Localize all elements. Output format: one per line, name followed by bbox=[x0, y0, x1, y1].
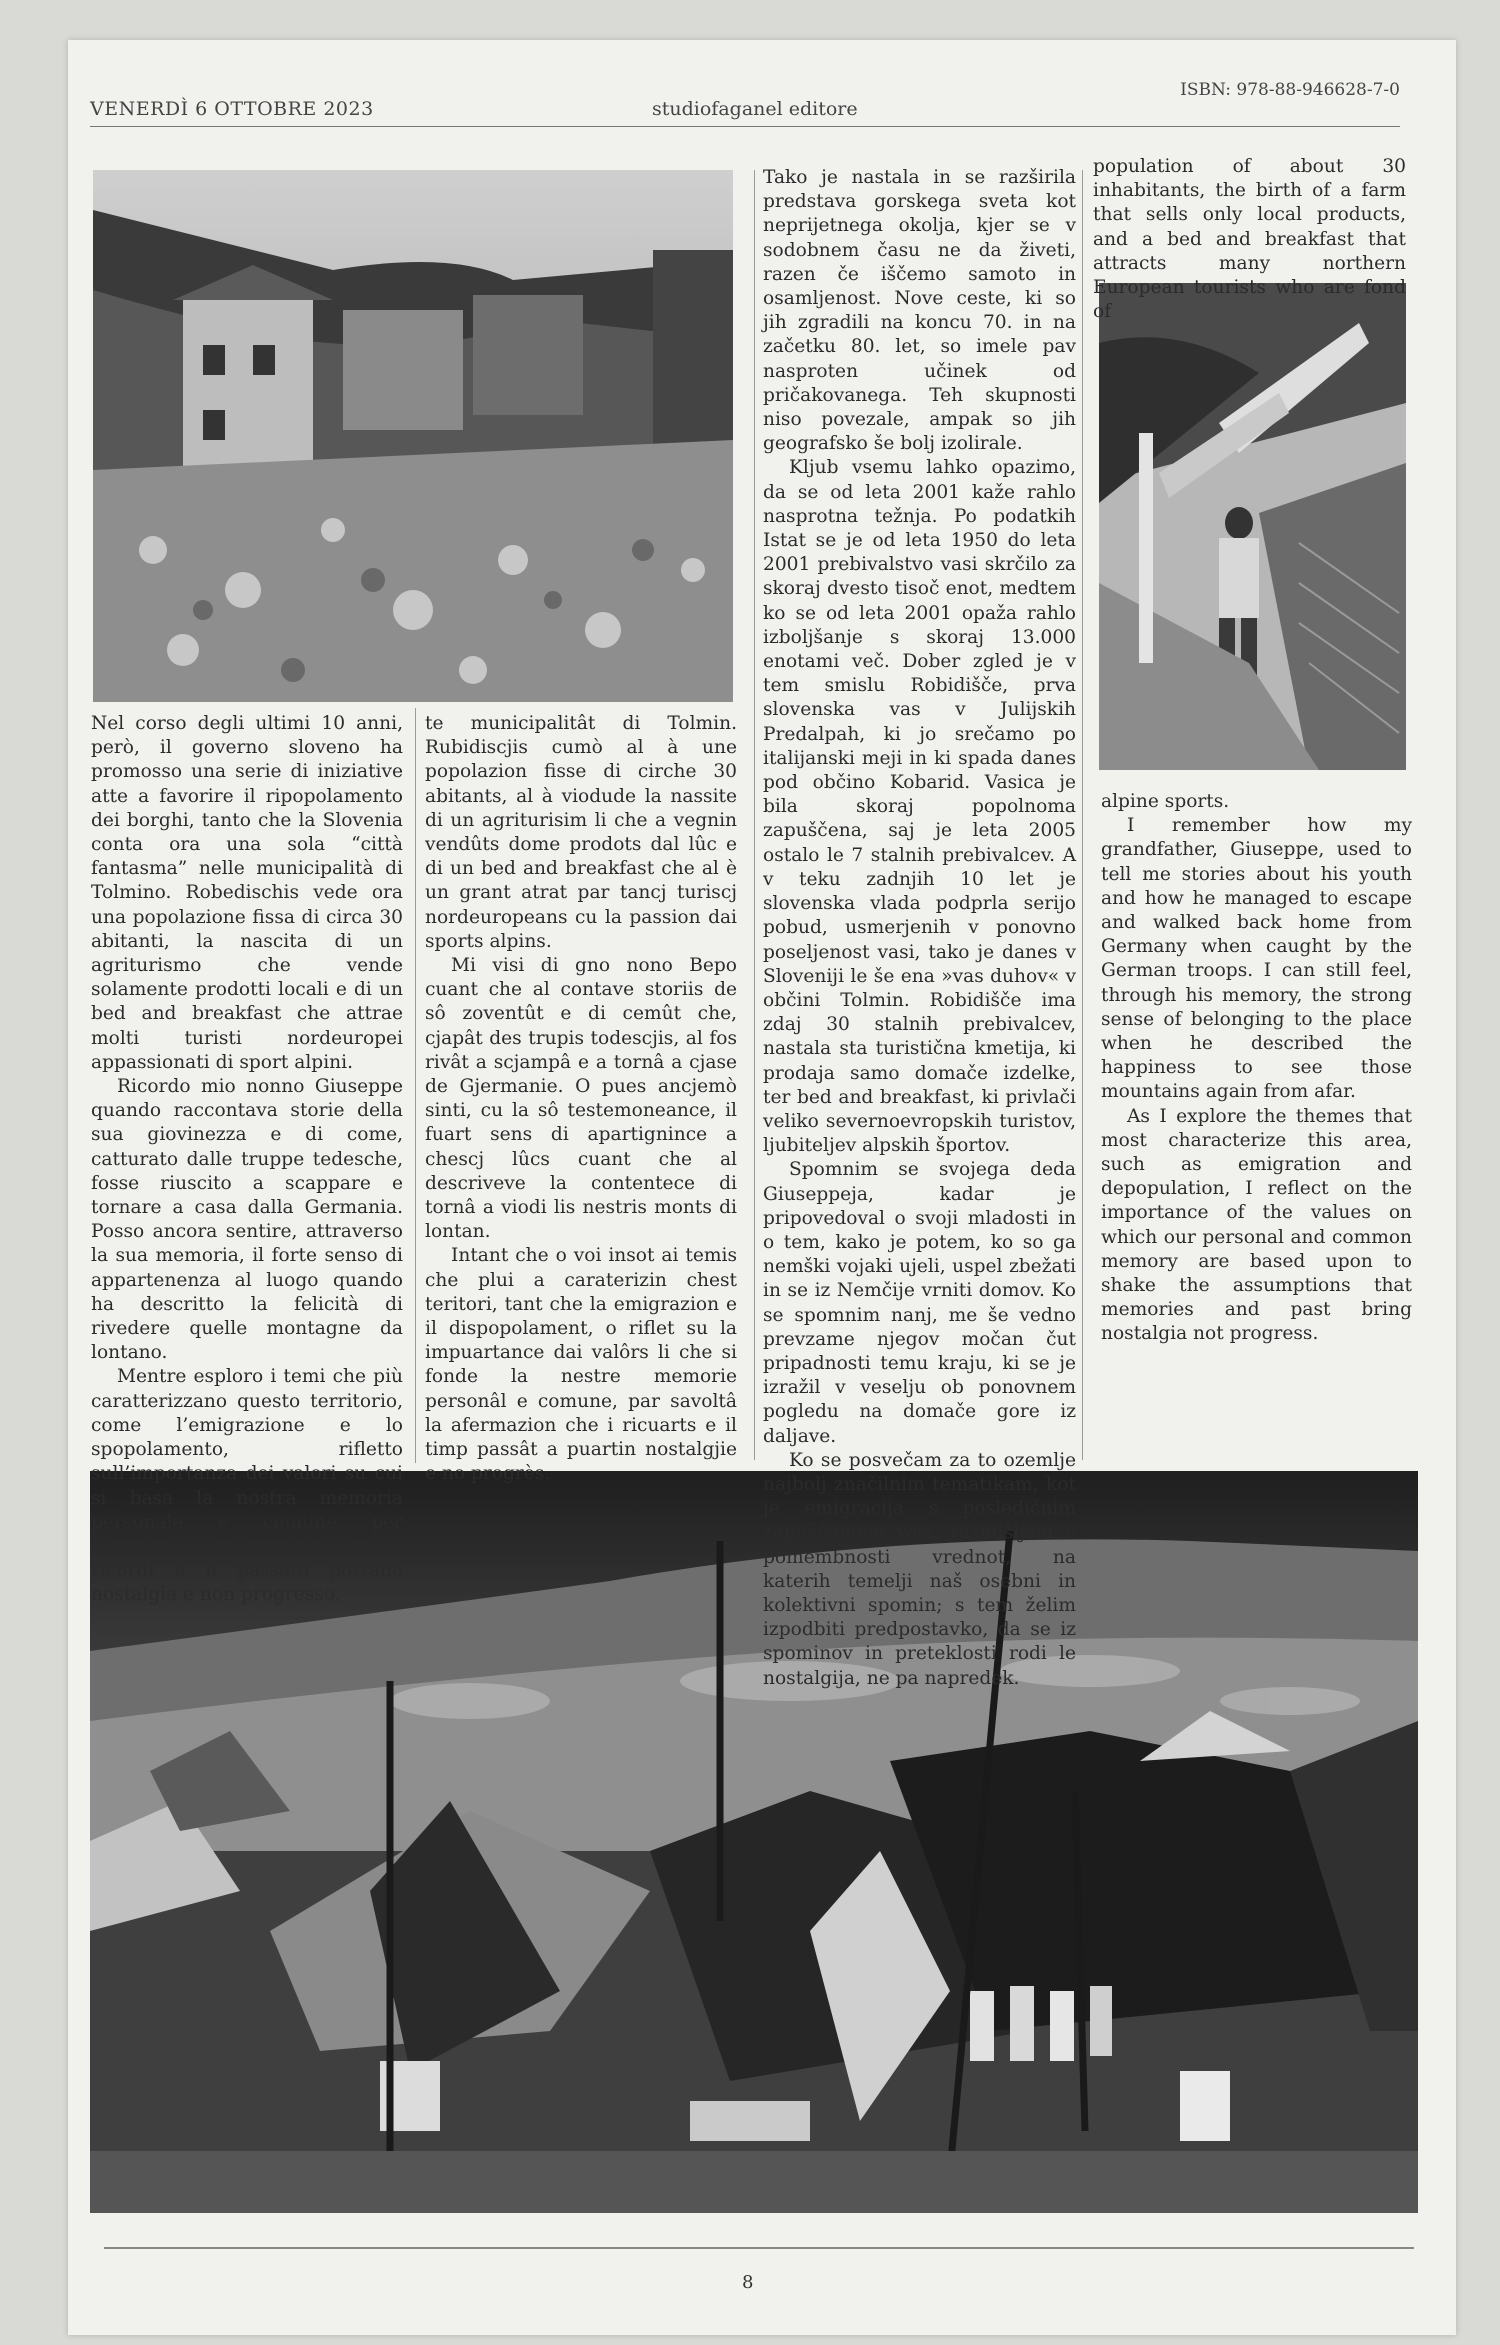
village-ruins-photo bbox=[93, 170, 733, 702]
friulian-paragraph-3: Intant che o voi insot ai temis che plui a caraterizin chest teritori, tant che la emigrazion e il dispopolament, o riflet su la impuartance dai valôrs li che si fonde la nestre memorie personâl e comune, par savoltâ la afermazion che i ricuarts e il timp passât a puartin nostalgjie e no progrès. bbox=[425, 1245, 737, 1485]
page-number: 8 bbox=[742, 2272, 754, 2293]
slovene-paragraph-2: Kljub vsemu lahko opazimo, da se od leta 2001 kaže rahlo nasprotna težnja. Po podatkih Istat se je od leta 1950 do leta 2001 prebivalstvo vasi skrčilo za skoraj dvesto tisoč enot, medtem ko se od leta 2001 opaža rahlo izboljšanje s skoraj 13.000 enotami več. Dober zgled je v tem smislu Robidišče, prva slovenska vas v Julijskih Predalpah, ki jo srečamo po italijanski meji in ki spada danes pod občino Kobarid. Vasica je bila skoraj popolnoma zapuščena, saj je leta 2005 ostalo le 7 stalnih prebivalcev. A v teku zadnjih 10 let je slovenska vlada podprla serijo pobud, usmerjenih v ponovno poseljenost vasi, tako je danes v Sloveniji le še ena »vas duhov« v občini Tolmin. Robidišče ima zdaj 30 stalnih prebivalcev, nastala sta turistična kmetija, ki prodaja samo domače izdelke, ter bed and breakfast, ki privlači veliko severnoevropskih turistov, ljubiteljev alpskih športov. bbox=[763, 457, 1076, 1157]
article-column-friulian bbox=[425, 712, 737, 1487]
header-publisher: studiofaganel editore bbox=[652, 98, 858, 120]
column-divider-3 bbox=[1082, 170, 1083, 1460]
column-divider-2 bbox=[754, 170, 755, 1460]
page-header bbox=[90, 80, 1400, 127]
english-paragraph-top: population of about 30 inhabitants, the birth of a farm that sells only local products, and a bed and breakfast that attracts many northern European tourists who are fond of bbox=[1093, 156, 1406, 323]
article-column-english-top bbox=[1093, 155, 1406, 324]
italian-paragraph-1: Nel corso degli ultimi 10 anni, però, il governo sloveno ha promosso una serie di iniziative atte a favorire il ripopolamento dei borghi, tanto che la Slovenia conta ora una sola “città fantasma” nelle municipalità di Tolmino. Robedischis vede ora una popolazione fissa di circa 30 abitanti, la nascita di un agriturismo che vende solamente prodotti locali e di un bed and breakfast che attrae molti turisti nordeuropei appassionati di sport alpini. bbox=[91, 713, 403, 1073]
slovene-paragraph-3: Spomnim se svojega deda Giuseppeja, kadar je pripovedoval o svoji mladosti in o tem, kako je potem, ko so ga nemški vojaki ujeli, uspel zbežati in se iz Nemčije vrniti domov. Ko se spomnim nanj, me še vedno prevzame njegov močan čut pripadnosti temu kraju, ki se je izražil v veselju ob ponovnem pogledu na domače gore iz daljave. bbox=[763, 1159, 1076, 1447]
article-column-english-bottom bbox=[1101, 790, 1412, 1347]
article-column-italian bbox=[91, 712, 403, 1608]
column-divider-1 bbox=[415, 708, 416, 1463]
header-date: VENERDÌ 6 OTTOBRE 2023 bbox=[90, 98, 374, 120]
slovene-paragraph-4: Ko se posvečam za to ozemlje najbolj značilnim tematikam, kot je emigracija s posledičnim zapuščanjem vasi, razmišljam o pomembnosti vrednot, na katerih temelji naš osebni in kolektivni spomin; s tem želim izpodbiti predpostavko, da se iz spominov in preteklosti rodi le nostalgija, ne pa napredek. bbox=[763, 1449, 1076, 1689]
article-column-slovene bbox=[763, 166, 1076, 1691]
italian-paragraph-3: Mentre esploro i temi che più caratterizzano questo territorio, come l’emigrazione e lo spopolamento, rifletto sull’importanza dei valori su cui si basa la nostra memoria personale e comune per scuotere i presupposti che i ricordi e il passato portano nostalgia e non progresso. bbox=[91, 1366, 403, 1606]
construction-photo bbox=[1099, 283, 1406, 770]
italian-paragraph-2: Ricordo mio nonno Giuseppe quando raccontava storie della sua giovinezza e di come, catturato dalle truppe tedesche, fosse riuscito a scappare e tornare a casa dalla Germania. Posso ancora sentire, attraverso la sua memoria, il forte senso di appartenenza al luogo quando ha descritto la felicità di rivedere quelle montagne da lontano. bbox=[91, 1076, 403, 1364]
friulian-paragraph-1: te municipalitât di Tolmin. Rubidiscjis cumò al à une popolazion fisse di cirche 30 abitants, al à viodude la nassite di un agriturisim li che a vegnin vendûts dome prodots dal lûc e di un bed and breakfast che al è un grant atrat par tancj turiscj nordeuropeans cu la passion dai sports alpins. bbox=[425, 713, 737, 952]
english-paragraph-2: I remember how my grandfather, Giuseppe, used to tell me stories about his youth and how he managed to escape and walked back home from Germany when caught by the German troops. I can still feel, through his memory, the strong sense of belonging to the place when he described the happiness to see those mountains again from afar. bbox=[1101, 815, 1412, 1103]
header-isbn: ISBN: 978-88-946628-7-0 bbox=[1180, 80, 1400, 100]
friulian-paragraph-2: Mi visi di gno nono Bepo cuant che al contave storiis de sô zoventût e di cemût che, cjapât des trupis todescjis, al fos rivât a scjampâ e a tornâ a cjase de Gjermanie. O pues ancjemò sinti, cu la sô testemoneance, il fuart sens di apartignince a chescj lûcs cuant che al descriveve la contentece di tornâ a viodi lis nestris monts di lontan. bbox=[425, 955, 737, 1243]
footer-rule bbox=[104, 2247, 1414, 2249]
english-paragraph-1: alpine sports. bbox=[1101, 791, 1230, 812]
english-paragraph-3: As I explore the themes that most characterize this area, such as emigration and depopulation, I reflect on the importance of the values on which our personal and common memory are based upon to shake the assumptions that memories and past bring nostalgia not progress. bbox=[1101, 1105, 1412, 1345]
slovene-paragraph-1: Tako je nastala in se razširila predstava gorskega sveta kot neprijetnega okolja, kjer se v sodobnem času ne da živeti, razen če iščemo samoto in osamljenost. Nove ceste, ki so jih zgradili na koncu 70. in na začetku 80. let, so imele pav nasproten učinek od pričakovanega. Teh skupnosti niso povezale, ampak so jih geografsko še bolj izolirale. bbox=[763, 167, 1076, 455]
